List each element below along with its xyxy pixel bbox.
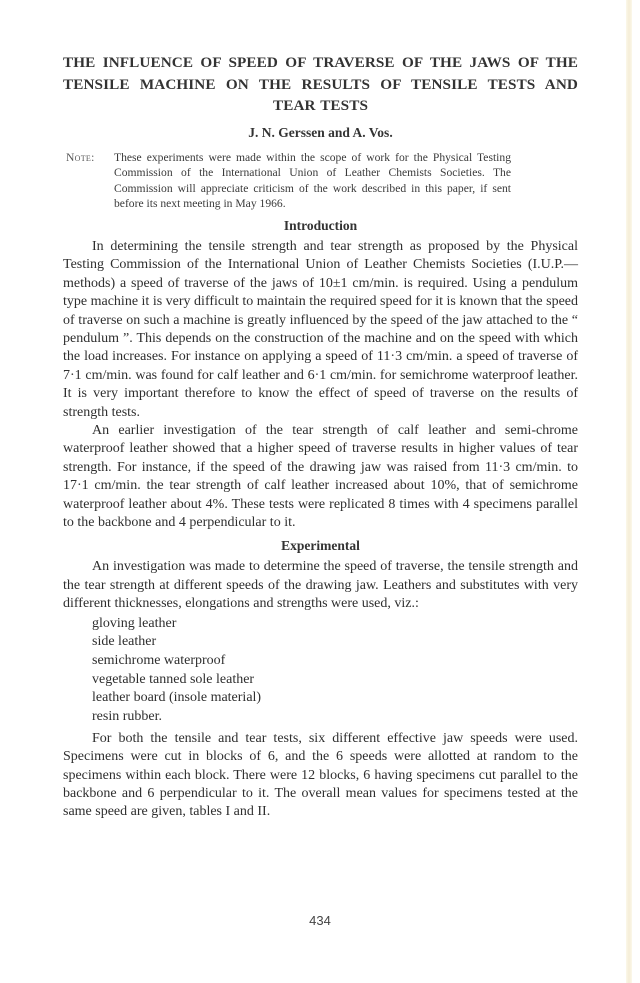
experimental-paragraph-2: For both the tensile and tear tests, six different effective jaw speeds were used. Specimens were cut in blocks of 6, and the 6 speeds were allotted at random to the specimens within each block. There were 12 blocks, 6 having specimens cut parallel to the backbone and 6 perpendicular to it. The overall mean values for specimens tested at the same speed are given, tables I and II.: [63, 730, 578, 820]
note-label: Note:: [66, 150, 95, 164]
experimental-paragraph-1: An investigation was made to determine the speed of traverse, the tensile strength and the tear strength at different speeds of the drawing jaw. Leathers and substitutes with very different thicknesses, elongations and strengths were used, viz.:: [63, 559, 578, 612]
introduction-paragraph-1: In determining the tensile strength and tear strength as proposed by the Physical Testing Commission of the International Union of Leather Chemists Societies (I.U.P.—methods) a speed of traverse of the jaws of 10±1 cm/min. is required. Using a pendulum type machine it is very difficult to maintain the required speed for it is known that the speed of traverse on such a machine is greatly influenced by the speed of the jaw attached to the “ pendulum ”. This depends on the construction of the machine and on the speed with which the load increases. For instance on applying a speed of 11·3 cm/min. a speed of traverse of 7·1 cm/min. was found for calf leather and 6·1 cm/min. for semichrome waterproof leather. It is very important therefore to know the effect of speed of traverse on the results of strength tests.: [63, 238, 578, 420]
title-line-2: TENSILE MACHINE ON THE RESULTS OF TENSILE TESTS AND: [63, 75, 578, 93]
article-title: [63, 52, 578, 117]
material-item: leather board (insole material): [92, 690, 262, 706]
materials-list: [92, 615, 578, 727]
material-item: semichrome waterproof: [92, 653, 226, 668]
section-heading-introduction: Introduction: [283, 217, 358, 233]
title-line-1: THE INFLUENCE OF SPEED OF TRAVERSE OF THE JAWS OF THE: [63, 54, 578, 71]
article-authors: J. N. Gerssen and A. Vos.: [248, 124, 393, 140]
material-item: vegetable tanned sole leather: [92, 671, 255, 687]
page-number: 434: [309, 913, 331, 928]
editorial-note: [66, 150, 578, 212]
scanned-page-edge: [626, 0, 632, 983]
page-content: [63, 52, 578, 822]
section-heading-experimental: Experimental: [281, 538, 360, 554]
material-item: resin rubber.: [92, 709, 162, 725]
note-text: These experiments were made within the scope of work for the Physical Testing Commission of the International Union of Leather Chemists Societies. The Commission will appreciate criticism of the work described in this paper, if sent before its next meeting in May 1966.: [114, 150, 511, 211]
title-line-3: TEAR TESTS: [272, 97, 368, 114]
material-item: gloving leather: [92, 615, 177, 631]
introduction-paragraph-2: An earlier investigation of the tear strength of calf leather and semi-chrome waterproof leather showed that a higher speed of traverse results in higher values of tear strength. For instance, if the speed of the drawing jaw was raised from 11·3 cm/min. to 17·1 cm/min. the tear strength of calf leather increased about 10%, that of semichrome waterproof leather about 4%. These tests were replicated 8 times with 4 specimens parallel to the backbone and 4 perpendicular to it.: [63, 422, 578, 530]
material-item: side leather: [92, 634, 157, 650]
